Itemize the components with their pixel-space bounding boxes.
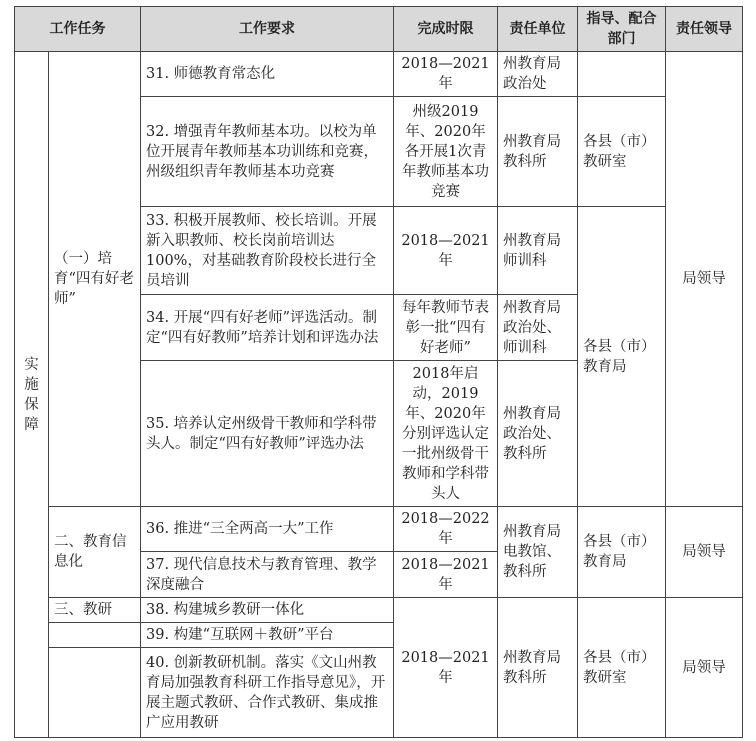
requirement-cell: 40. 创新教研机制。落实《文山州教育局加强教育科研工作指导意见》，开展主题式教研、合作式教研、集成推广应用教研 [141,648,394,738]
unit-cell: 州教育局政治处、师训科 [498,295,578,361]
guide-cell: 各县（市）教研室 [578,598,666,738]
unit-cell: 州教育局师训科 [498,207,578,295]
requirement-cell: 39. 构建“互联网＋教研”平台 [141,623,394,648]
leader-cell: 局领导 [666,507,743,598]
header-task: 工作任务 [15,7,141,52]
requirement-cell: 31. 师德教育常态化 [141,52,394,97]
header-guide: 指导、配合部门 [578,7,666,52]
requirement-cell: 33. 积极开展教师、校长培训。开展新入职教师、校长岗前培训达100%，对基础教育阶段校长进行全员培训 [141,207,394,295]
deadline-cell: 州级2019年、2020年各开展1次青年教师基本功竞赛 [394,97,498,207]
category-cell [15,52,49,738]
deadline-cell: 2018年启动，2019年、2020年分别评选认定一批州级骨干教师和学科带头人 [394,361,498,507]
deadline-cell: 2018—2021年 [394,598,498,738]
requirement-cell: 36. 推进“三全两高一大”工作 [141,507,394,552]
requirement-cell: 38. 构建城乡教研一体化 [141,598,394,623]
requirement-cell: 35. 培养认定州级骨干教师和学科带头人。制定“四有好教师”评选办法 [141,361,394,507]
table-row [15,52,743,97]
header-unit: 责任单位 [498,7,578,52]
category-char: 实 [24,356,39,373]
group-name: 二、教育信息化 [49,507,141,598]
category-char: 保 [24,396,39,413]
header-requirement: 工作要求 [141,7,394,52]
deadline-cell: 2018—2021年 [394,552,498,598]
unit-cell: 州教育局教科所 [498,598,578,738]
category-char: 障 [24,416,39,433]
group-name-empty [49,648,141,738]
header-row [15,7,743,52]
requirement-cell: 37. 现代信息技术与教育管理、教学深度融合 [141,552,394,598]
group-name: （一）培育“四有好老师” [49,52,141,507]
guide-cell [578,52,666,97]
unit-cell: 州教育局政治处、教科所 [498,361,578,507]
unit-cell: 州教育局政治处 [498,52,578,97]
requirement-cell: 34. 开展“四有好老师”评选活动。制定“四有好教师”培养计划和评选办法 [141,295,394,361]
guide-cell: 各县（市）教育局 [578,207,666,507]
group-name: 三、教研 [49,598,141,623]
table-row [15,507,743,552]
leader-cell: 局领导 [666,52,743,507]
deadline-cell: 2018—2022年 [394,507,498,552]
guide-cell: 各县（市）教研室 [578,97,666,207]
deadline-cell: 2018—2021年 [394,207,498,295]
deadline-cell: 每年教师节表彰一批“四有好老师” [394,295,498,361]
task-table [14,6,743,738]
header-leader: 责任领导 [666,7,743,52]
guide-cell: 各县（市）教育局 [578,507,666,598]
table-row [15,598,743,623]
leader-cell: 局领导 [666,598,743,738]
group-name-empty [49,623,141,648]
header-deadline: 完成时限 [394,7,498,52]
unit-cell: 州教育局电教馆、教科所 [498,507,578,598]
unit-cell: 州教育局教科所 [498,97,578,207]
category-char: 施 [24,376,39,393]
deadline-cell: 2018—2021年 [394,52,498,97]
requirement-cell: 32. 增强青年教师基本功。以校为单位开展青年教师基本功训练和竞赛，州级组织青年教师基本功竞赛 [141,97,394,207]
